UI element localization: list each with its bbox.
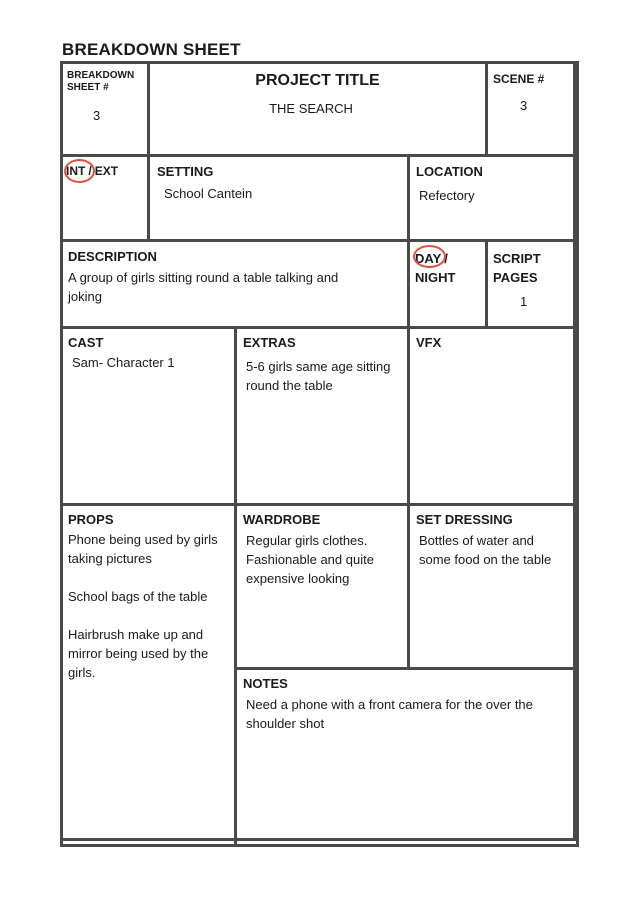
day-selected-mark [413,245,446,268]
description-value: A group of girls sitting round a table talking and joking [68,270,339,304]
props-item-2: School bags of the table [68,589,208,604]
breakdown-number-value: 3 [93,108,101,123]
scene-label: SCENE # [493,72,545,86]
setting-label: SETTING [157,164,214,179]
location-label: LOCATION [416,164,483,179]
vfx-label: VFX [416,335,442,350]
wardrobe-value: Regular girls clothes. Fashionable and quite expensive looking [246,533,374,586]
project-title-cell [147,61,488,157]
description-cell [60,239,410,329]
setting-cell [147,154,410,242]
cast-value: Sam- Character 1 [72,355,175,370]
day-night-separator: / [444,251,448,266]
breakdown-form [60,61,576,841]
breakdown-number-cell [60,61,150,157]
script-pages-cell [485,239,579,329]
setting-value: School Cantein [164,186,253,201]
set-dressing-cell [407,503,579,670]
int-selected-mark [64,159,95,183]
wardrobe-label: WARDROBE [243,512,321,527]
extras-value: 5-6 girls same age sitting round the table [246,359,391,393]
day-option: DAY [415,251,442,266]
cast-cell [60,326,237,506]
props-cell [60,503,237,847]
set-dressing-value: Bottles of water and some food on the table [419,533,552,567]
cast-label: CAST [68,335,104,350]
scene-value: 3 [520,98,528,113]
int-ext-separator: / [88,164,92,178]
page-title: BREAKDOWN SHEET [62,40,241,59]
notes-label: NOTES [243,676,288,691]
location-cell [407,154,579,242]
location-value: Refectory [419,188,475,203]
wardrobe-cell [234,503,410,670]
script-pages-label: SCRIPT PAGES [493,251,541,285]
int-option: INT [66,164,86,178]
props-item-1: Phone being used by girls taking pictures [68,532,218,566]
notes-cell [234,667,579,847]
script-pages-value: 1 [520,294,528,309]
extras-cell [234,326,410,506]
day-night-cell [407,239,488,329]
project-title-value: THE SEARCH [269,101,353,116]
night-option: NIGHT [415,270,456,285]
description-label: DESCRIPTION [68,249,157,264]
set-dressing-label: SET DRESSING [416,512,513,527]
extras-label: EXTRAS [243,335,296,350]
scene-cell [485,61,579,157]
project-title-label: PROJECT TITLE [255,72,380,89]
props-item-3: Hairbrush make up and mirror being used by the girls. [68,627,209,680]
notes-value: Need a phone with a front camera for the over the shoulder shot [246,697,533,731]
vfx-cell [407,326,579,506]
props-label: PROPS [68,512,114,527]
breakdown-number-label: BREAKDOWN SHEET # [67,70,135,93]
int-ext-cell [60,154,150,242]
ext-option: EXT [94,164,119,178]
